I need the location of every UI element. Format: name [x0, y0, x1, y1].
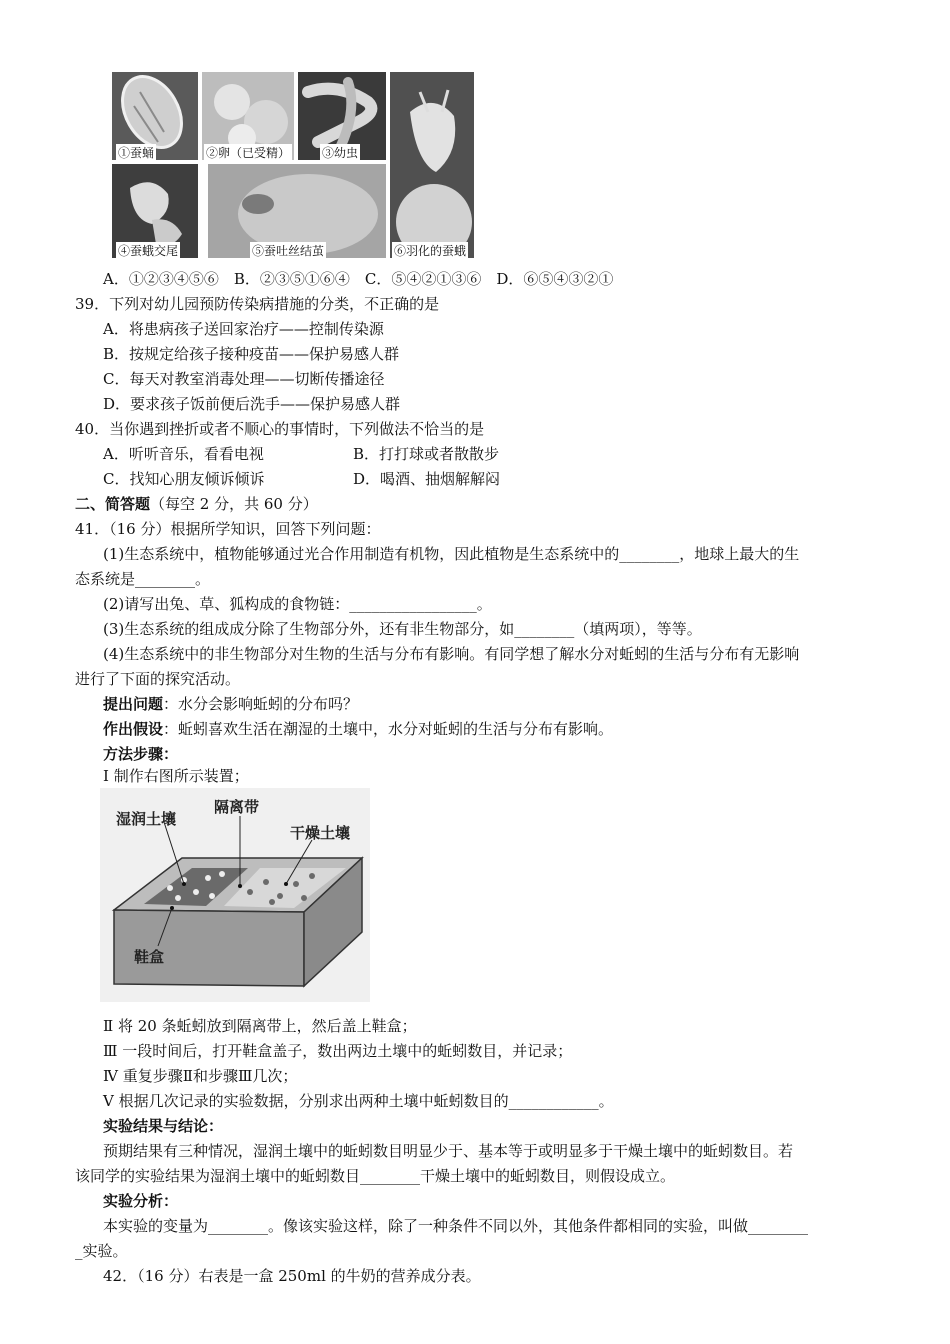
label-dry-soil: 干燥土壤	[290, 824, 351, 842]
q41-part2: (2)请写出兔、草、狐构成的食物链：_________________。	[103, 595, 492, 613]
hypothesis-label: 作出假设	[103, 720, 164, 738]
step-1: Ⅰ 制作右图所示装置；	[103, 767, 249, 785]
q41-part3: (3)生态系统的组成成分除了生物部分外，还有非生物部分，如________（填两项），等等。	[103, 620, 702, 638]
method-label: 方法步骤	[103, 745, 164, 763]
q41-part4-line2: 进行了下面的探究活动。	[75, 670, 241, 688]
q40-stem: 40．当你遇到挫折或者不顺心的事情时，下列做法不恰当的是	[75, 420, 485, 438]
hypothesis-text: ：蚯蚓喜欢生活在潮湿的土壤中，水分对蚯蚓的生活与分布有影响。	[163, 720, 614, 738]
analysis-colon: ：	[163, 1192, 179, 1210]
hypothesis	[103, 719, 613, 739]
caption-cocoon: ⑤蚕吐丝结茧	[252, 244, 325, 258]
emerged-moth-photo	[390, 72, 474, 258]
section-heading	[75, 494, 318, 514]
analysis-label: 实验分析	[103, 1192, 164, 1210]
q38-options: A．①②③④⑤⑥ B．②③⑤①⑥④ C．⑤④②①③⑥ D．⑥⑤④③②①	[103, 270, 614, 288]
q41-part4-line1: (4)生态系统中的非生物部分对生物的生活与分布有影响。有同学想了解水分对蚯蚓的生活与分布有无影响	[103, 645, 800, 663]
q42-stem: 42．（16 分）右表是一盒 250ml 的牛奶的营养成分表。	[103, 1267, 481, 1285]
step-5: Ⅴ 根据几次记录的实验数据，分别求出两种土壤中蚯蚓数目的____________。	[103, 1092, 614, 1110]
label-separator: 隔离带	[214, 798, 260, 816]
ask-question-text: ：水分会影响蚯蚓的分布吗？	[163, 695, 359, 713]
step-4: Ⅳ 重复步骤Ⅱ和步骤Ⅲ几次；	[103, 1067, 298, 1085]
q39-option-c: C．每天对教室消毒处理——切断传播途径	[103, 370, 385, 388]
q41-part1-line2: 态系统是________。	[75, 570, 211, 588]
q40-option-a: A．听听音乐，看看电视	[103, 445, 264, 463]
ask-question	[103, 694, 358, 714]
analysis-line1: 本实验的变量为________。像该实验这样，除了一种条件不同以外，其他条件都相同的实验，叫做________	[103, 1217, 809, 1235]
step-2: Ⅱ 将 20 条蚯蚓放到隔离带上，然后盖上鞋盒；	[103, 1017, 417, 1035]
q41-part1-line1: (1)生态系统中，植物能够通过光合作用制造有机物，因此植物是生态系统中的________，地球上最大的生	[103, 545, 800, 563]
results-label: 实验结果与结论	[103, 1117, 209, 1135]
q39-option-b: B．按规定给孩子接种疫苗——保护易感人群	[103, 345, 400, 363]
caption-egg: ②卵（已受精）	[206, 146, 291, 160]
results-colon: ：	[208, 1117, 224, 1135]
q39-stem: 39．下列对幼儿园预防传染病措施的分类，不正确的是	[75, 295, 440, 313]
section-note: （每空 2 分，共 60 分）	[150, 495, 318, 513]
caption-pupa: ①蚕蛹	[118, 146, 155, 160]
results-line2: 该同学的实验结果为湿润土壤中的蚯蚓数目________干燥土壤中的蚯蚓数目，则假设成立。	[75, 1167, 676, 1185]
silkworm-figure	[112, 70, 474, 260]
results-line1: 预期结果有三种情况，湿润土壤中的蚯蚓数目明显少于、基本等于或明显多于干燥土壤中的蚯蚓数目。若	[103, 1142, 794, 1160]
method-colon: ：	[163, 745, 179, 763]
q39-option-d: D．要求孩子饭前便后洗手——保护易感人群	[103, 395, 401, 413]
shoebox-diagram	[100, 788, 370, 1002]
results-heading	[103, 1116, 223, 1136]
step-3: Ⅲ 一段时间后，打开鞋盒盖子，数出两边土壤中的蚯蚓数目，并记录；	[103, 1042, 573, 1060]
caption-emerged-moth: ⑥羽化的蚕蛾	[394, 244, 467, 258]
analysis-heading	[103, 1191, 178, 1211]
q41-stem: 41．（16 分）根据所学知识，回答下列问题：	[75, 520, 381, 538]
label-wet-soil: 湿润土壤	[116, 810, 177, 828]
caption-mating: ④蚕蛾交尾	[118, 244, 179, 258]
q40-option-b: B．打打球或者散散步	[353, 445, 500, 463]
q40-option-d: D．喝酒、抽烟解解闷	[353, 470, 501, 488]
analysis-line2: _实验。	[75, 1242, 128, 1260]
method-heading	[103, 744, 178, 764]
caption-larva: ③幼虫	[322, 146, 359, 160]
label-shoebox: 鞋盒	[134, 948, 165, 966]
q40-option-c: C．找知心朋友倾诉倾诉	[103, 470, 265, 488]
q39-option-a: A．将患病孩子送回家治疗——控制传染源	[103, 320, 384, 338]
section-title: 二、简答题	[75, 495, 151, 513]
ask-question-label: 提出问题	[103, 695, 164, 713]
